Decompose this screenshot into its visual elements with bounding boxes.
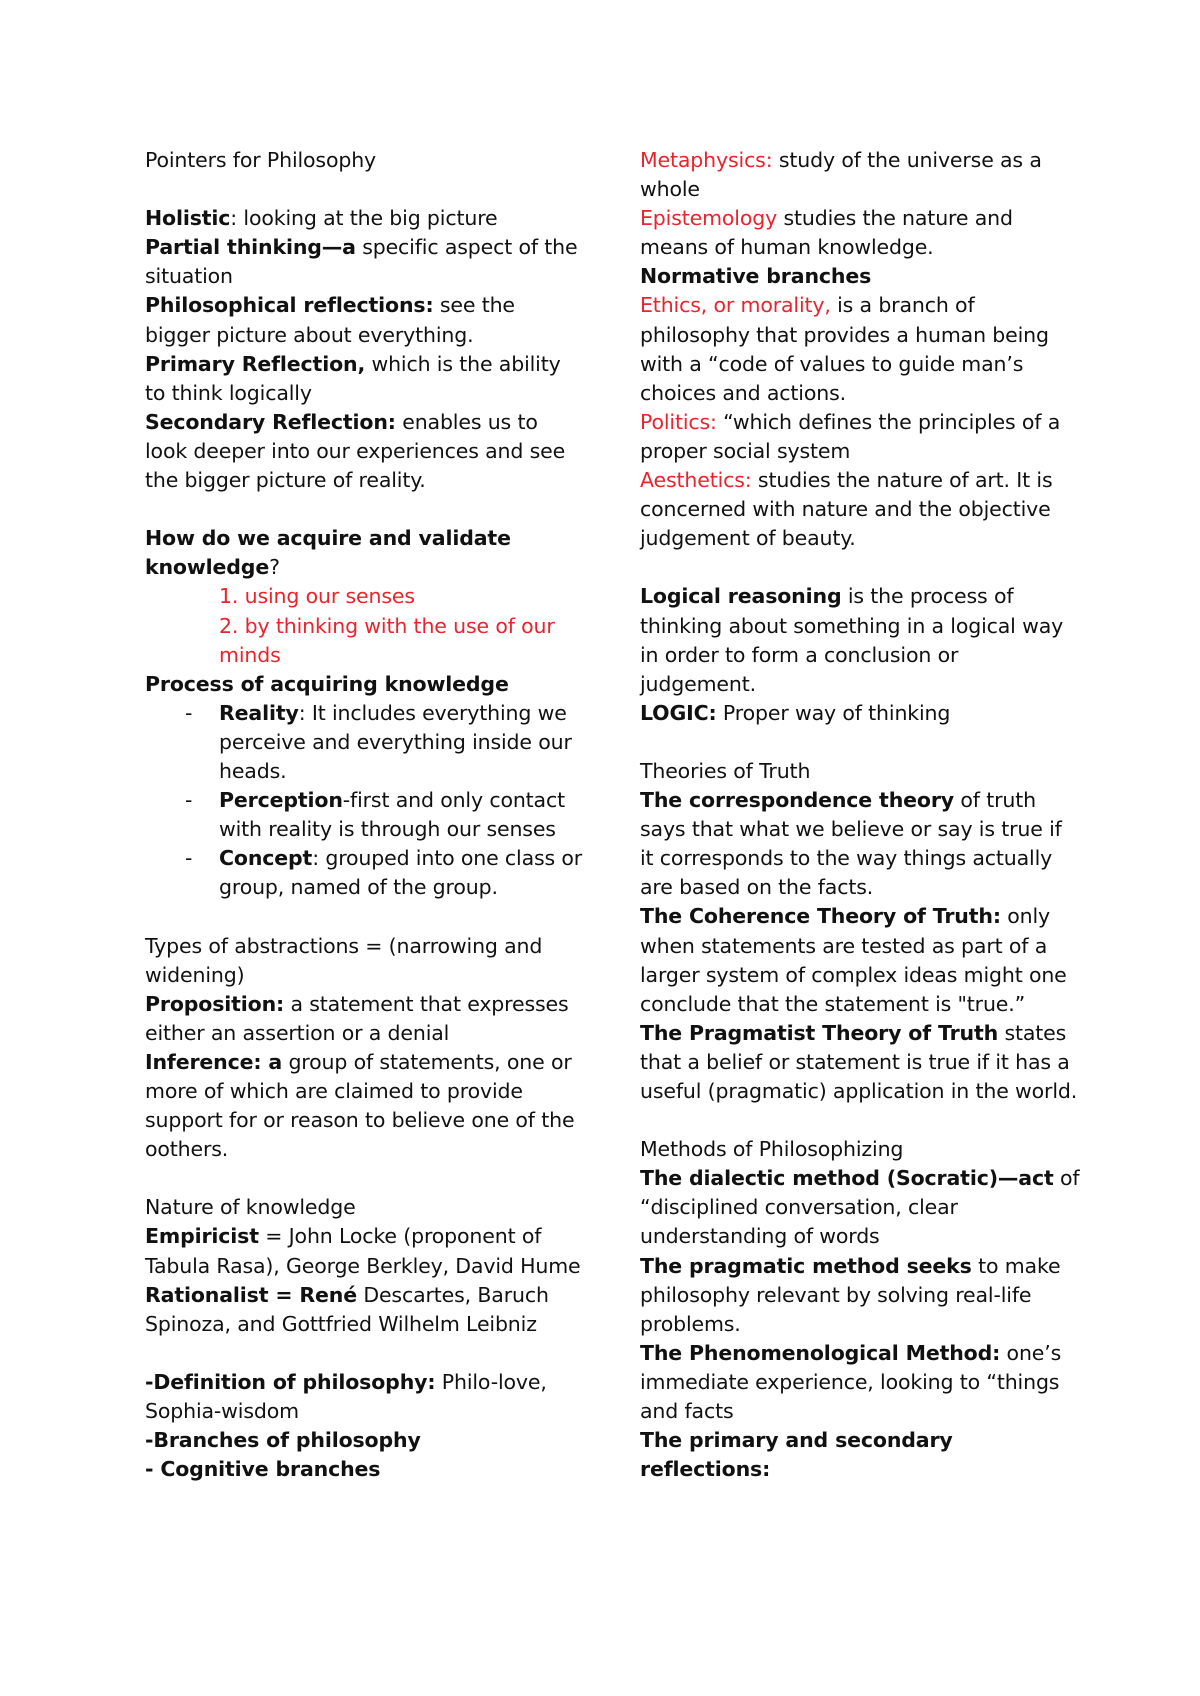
process-definition: : grouped into one class or group, named of the group. xyxy=(219,846,583,900)
spacer xyxy=(145,902,585,931)
pragmatist-definition: states that a belief or statement is true if it has a useful (pragmatic) application in the world. xyxy=(640,1020,1078,1103)
truth-heading: Theories of Truth xyxy=(640,758,811,783)
process-term: Concept xyxy=(219,846,313,871)
aesthetics-term: Aesthetics: xyxy=(640,468,752,493)
epistemology-definition: studies the nature and means of human knowledge. xyxy=(640,206,1013,260)
proposition-entry xyxy=(145,990,585,1048)
epistemology-term: Epistemology xyxy=(640,206,778,231)
pragmatist-entry xyxy=(640,1019,1080,1106)
inference-definition: group of statements, one or more of which are claimed to provide support for or reason to believe one of the oothers. xyxy=(145,1049,575,1162)
dialectic-term: The dialectic method (Socratic)—act xyxy=(640,1166,1054,1191)
empiricist-definition: = John Locke (proponent of Tabula Rasa), George Berkley, David Hume xyxy=(145,1224,581,1278)
dialectic-definition: of “disciplined conversation, clear understanding of words xyxy=(640,1166,1080,1249)
phenomenological-entry xyxy=(640,1339,1080,1426)
philosophical-reflections-definition: see the bigger picture about everything. xyxy=(145,293,515,347)
process-term: Perception xyxy=(219,788,343,813)
definition-entry xyxy=(145,1368,585,1426)
ethics-term: Ethics, or morality, xyxy=(640,293,831,318)
primary-reflection-definition: which is the ability to think logically xyxy=(145,351,561,405)
politics-definition: “which defines the principles of a proper social system xyxy=(640,409,1061,463)
inference-term: Inference: a xyxy=(145,1049,283,1074)
process-definition: : It includes everything we perceive and everything inside our heads. xyxy=(219,700,572,783)
process-definition: -first and only contact with reality is through our senses xyxy=(219,788,565,842)
metaphysics-entry xyxy=(640,146,1080,204)
logical-reasoning-entry xyxy=(640,582,1080,698)
primary-secondary-heading: The primary and secondary reflections: xyxy=(640,1428,953,1482)
dash-bullet: - xyxy=(185,700,193,725)
secondary-reflection-term: Secondary Reflection: xyxy=(145,409,396,434)
holistic-entry xyxy=(145,204,585,233)
methods-heading: Methods of Philosophizing xyxy=(640,1137,904,1162)
phenomenological-definition: one’s immediate experience, looking to “things and facts xyxy=(640,1340,1062,1424)
logical-reasoning-definition: is the process of thinking about something in a logical way in order to form a conclusion or judgement. xyxy=(640,584,1064,696)
acquire-item: 1. using our senses xyxy=(219,584,415,609)
pragmatist-term: The Pragmatist Theory of Truth xyxy=(640,1020,999,1045)
philosophical-reflections-term: Philosophical reflections: xyxy=(145,293,434,318)
process-heading: Process of acquiring knowledge xyxy=(145,671,509,696)
aesthetics-definition: studies the nature of art. It is concerned with nature and the objective judgement of beauty. xyxy=(640,468,1053,551)
empiricist-entry xyxy=(145,1222,585,1280)
process-item-perception xyxy=(145,786,585,844)
inference-entry xyxy=(145,1048,585,1164)
partial-thinking-entry xyxy=(145,233,585,291)
secondary-reflection-definition: enables us to look deeper into our experiences and see the bigger picture of reality. xyxy=(145,409,566,493)
dash-bullet: - xyxy=(185,788,193,813)
dash-bullet: - xyxy=(185,846,193,871)
right-column xyxy=(640,146,1080,1484)
empiricist-term: Empiricist xyxy=(145,1224,259,1249)
correspondence-term: The correspondence theory xyxy=(640,788,955,813)
politics-term: Politics: xyxy=(640,409,717,434)
definition-text: Philo-love, Sophia-wisdom xyxy=(145,1369,547,1424)
pragmatic-definition: to make philosophy relevant by solving real-life problems. xyxy=(640,1253,1061,1336)
politics-entry xyxy=(640,408,1080,466)
ethics-definition: is a branch of philosophy that provides a human being with a “code of values to guide man’s choices and actions. xyxy=(640,293,1049,405)
proposition-term: Proposition: xyxy=(145,991,285,1016)
metaphysics-definition: study of the universe as a whole xyxy=(640,148,1042,202)
spacer xyxy=(145,495,585,524)
acquire-question xyxy=(145,524,585,582)
ethics-entry xyxy=(640,291,1080,407)
rationalist-definition: Descartes, Baruch Spinoza, and Gottfried Wilhelm Leibniz xyxy=(145,1282,549,1336)
left-column xyxy=(145,146,585,1484)
branches-heading: -Branches of philosophy xyxy=(145,1428,421,1453)
holistic-definition: : looking at the big picture xyxy=(230,206,498,231)
partial-thinking-term: Partial thinking—a xyxy=(145,235,356,260)
aesthetics-entry xyxy=(640,466,1080,553)
process-item-reality xyxy=(145,699,585,786)
process-term: Reality xyxy=(219,700,299,725)
philosophical-reflections-entry xyxy=(145,291,585,349)
logic-term: LOGIC: xyxy=(640,700,717,725)
normative-heading: Normative branches xyxy=(640,264,872,289)
rationalist-entry xyxy=(145,1281,585,1339)
definition-term: -Definition of philosophy: xyxy=(145,1369,436,1394)
pragmatic-entry xyxy=(640,1252,1080,1339)
acquire-item: 2. by thinking with the use of our minds xyxy=(219,613,555,667)
partial-thinking-definition: specific aspect of the situation xyxy=(145,235,578,289)
coherence-definition: only when statements are tested as part of a larger system of complex ideas might one conclude that the statement is "true.” xyxy=(640,904,1067,1016)
spacer xyxy=(145,175,585,204)
coherence-entry xyxy=(640,902,1080,1018)
spacer xyxy=(145,1164,585,1193)
correspondence-definition: of truth says that what we believe or say is true if it corresponds to the way things actually are based on the facts. xyxy=(640,788,1062,900)
correspondence-entry xyxy=(640,786,1080,902)
primary-reflection-entry xyxy=(145,350,585,408)
acquire-question-mark: ? xyxy=(269,555,280,580)
metaphysics-term: Metaphysics: xyxy=(640,148,773,172)
proposition-definition: a statement that expresses either an assertion or a denial xyxy=(145,991,569,1045)
spacer xyxy=(640,728,1080,757)
spacer xyxy=(145,1339,585,1368)
acquire-question-text: How do we acquire and validate knowledge xyxy=(145,526,511,580)
epistemology-entry xyxy=(640,204,1080,262)
cognitive-branches-heading: - Cognitive branches xyxy=(145,1457,381,1482)
phenomenological-term: The Phenomenological Method: xyxy=(640,1340,1001,1365)
logical-reasoning-term: Logical reasoning xyxy=(640,584,842,609)
abstractions-heading: Types of abstractions = (narrowing and widening) xyxy=(145,933,543,987)
document-title: Pointers for Philosophy xyxy=(145,148,377,172)
process-item-concept xyxy=(145,844,585,902)
holistic-term: Holistic xyxy=(145,206,231,231)
logic-definition: Proper way of thinking xyxy=(716,700,951,725)
dialectic-entry xyxy=(640,1164,1080,1251)
nature-heading: Nature of knowledge xyxy=(145,1195,356,1220)
secondary-reflection-entry xyxy=(145,408,585,495)
primary-reflection-term: Primary Reflection, xyxy=(145,351,366,376)
spacer xyxy=(640,553,1080,582)
spacer xyxy=(640,1106,1080,1135)
pragmatic-term: The pragmatic method seeks xyxy=(640,1253,972,1278)
coherence-term: The Coherence Theory of Truth: xyxy=(640,904,1001,929)
rationalist-term: Rationalist = René xyxy=(145,1282,357,1307)
logic-entry xyxy=(640,699,1080,728)
